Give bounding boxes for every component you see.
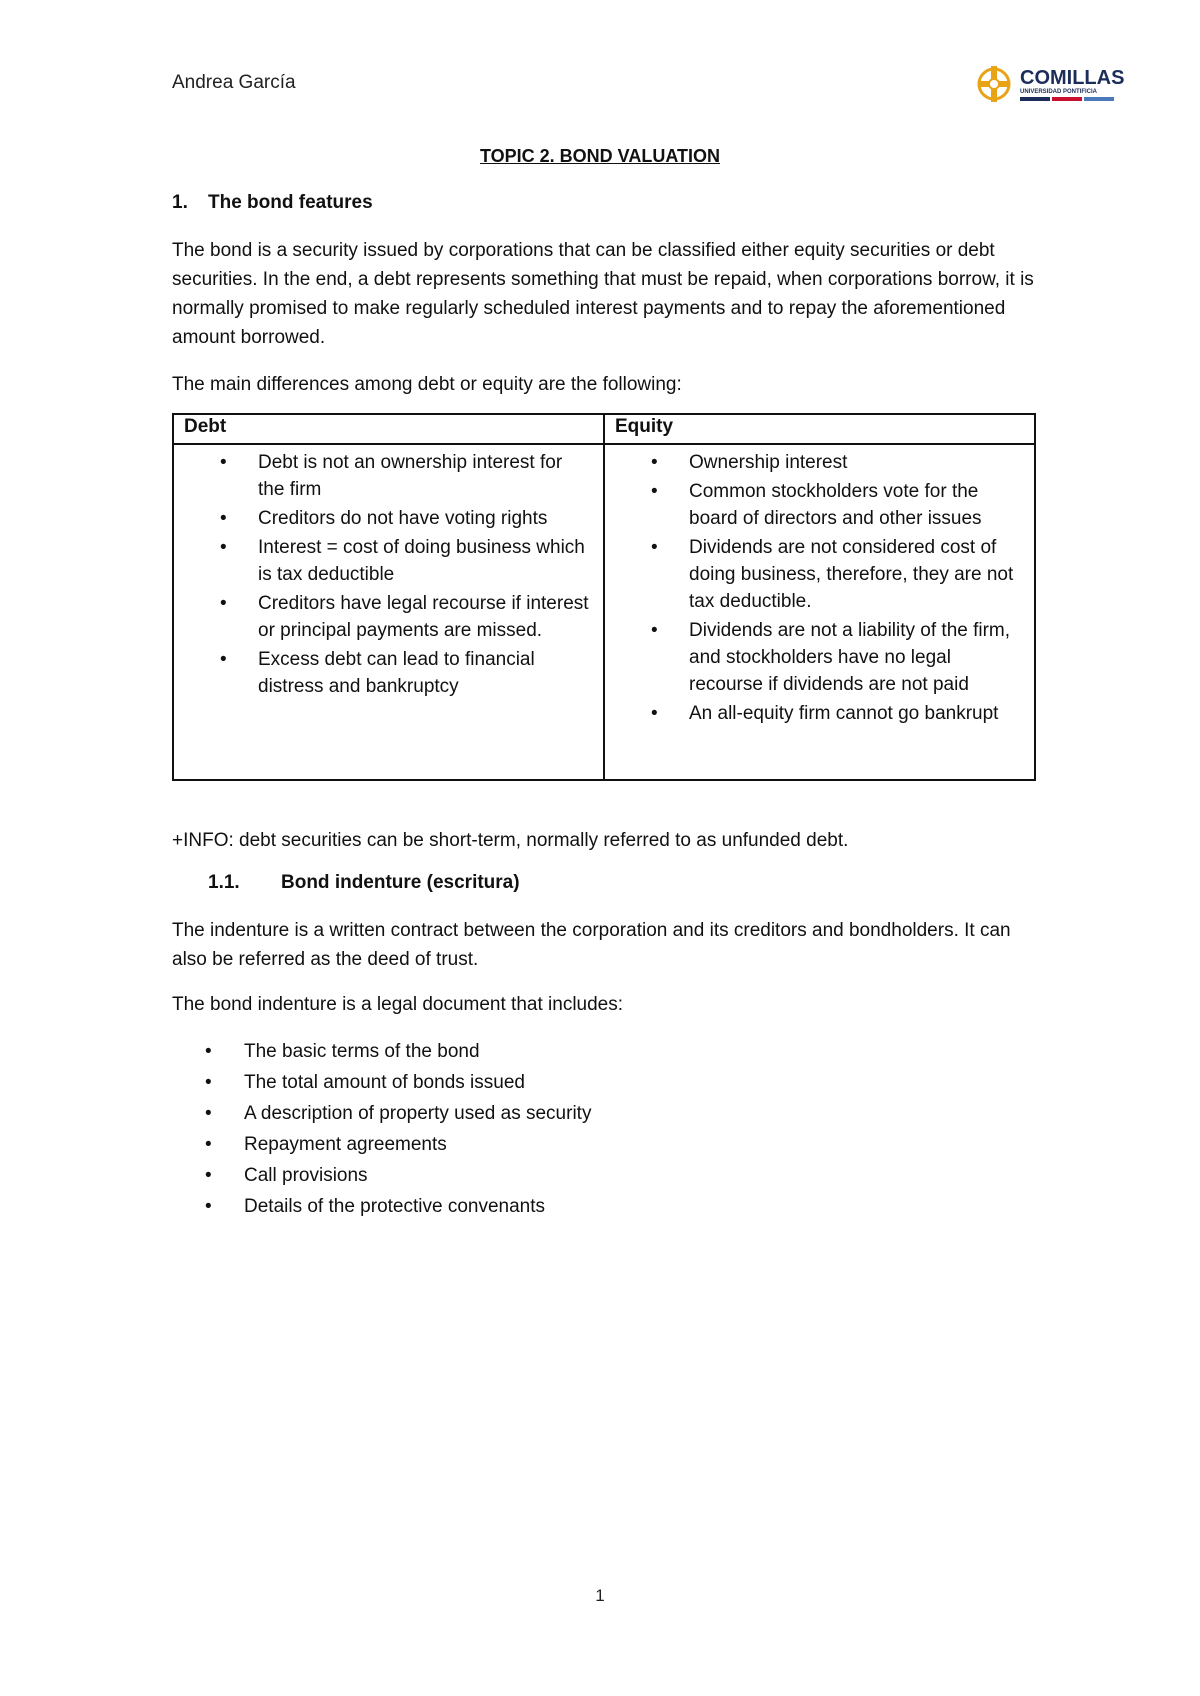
debt-item: • Interest = cost of doing business which is tax deductible	[174, 534, 593, 588]
debt-item: • Creditors have legal recourse if interest or principal payments are missed.	[174, 590, 593, 644]
list-item: • Repayment agreements	[172, 1129, 591, 1160]
equity-item: • Common stockholders vote for the board of directors and other issues	[605, 478, 1024, 532]
section-heading: The bond features	[208, 192, 373, 213]
paragraph-table-intro: The main differences among debt or equity are the following:	[172, 374, 682, 395]
subsection-heading: Bond indenture (escritura)	[281, 872, 520, 893]
list-item: • Call provisions	[172, 1160, 591, 1191]
list-item: • The total amount of bonds issued	[172, 1067, 591, 1098]
logo-stripe	[1052, 97, 1082, 101]
section-number: 1.	[172, 192, 188, 213]
equity-item: • Dividends are not a liability of the firm, and stockholders have no legal recourse if dividends are not paid	[605, 617, 1024, 698]
university-logo	[972, 62, 1132, 108]
debt-column	[173, 444, 604, 780]
table-header-debt: Debt	[173, 414, 604, 444]
debt-item: • Creditors do not have voting rights	[174, 505, 593, 532]
logo-stripe	[1084, 97, 1114, 101]
debt-item: • Excess debt can lead to financial distress and bankruptcy	[174, 646, 593, 700]
list-item: • Details of the protective convenants	[172, 1191, 591, 1222]
paragraph-indenture-intro: The bond indenture is a legal document that includes:	[172, 994, 624, 1015]
list-item: • A description of property used as security	[172, 1098, 591, 1129]
page-title: TOPIC 2. BOND VALUATION	[479, 146, 720, 166]
indenture-contents-list	[172, 1036, 591, 1222]
logo-name: COMILLAS	[1020, 67, 1125, 89]
info-note: +INFO: debt securities can be short-term, normally referred to as unfunded debt.	[172, 830, 849, 851]
equity-item: • Ownership interest	[605, 449, 1024, 476]
debt-equity-table	[172, 413, 1036, 781]
author-name: Andrea García	[172, 72, 296, 93]
equity-column	[604, 444, 1035, 780]
crest-icon	[978, 66, 1010, 102]
logo-stripe	[1020, 97, 1050, 101]
logo-subtitle: UNIVERSIDAD PONTIFICIA	[1020, 89, 1098, 95]
list-item: • The basic terms of the bond	[172, 1036, 591, 1067]
paragraph-bond-definition: The bond is a security issued by corporations that can be classified either equity securities or debt securities. In the end, a debt represents something that must be repaid, when corporations borrow, it is normally promised to make regularly scheduled interest payments and to repay the aforementioned amount borrowed.	[172, 240, 1034, 348]
table-header-equity: Equity	[604, 414, 1035, 444]
debt-item: • Debt is not an ownership interest for the firm	[174, 449, 593, 503]
page-number: 1	[595, 1586, 605, 1605]
equity-item: • Dividends are not considered cost of doing business, therefore, they are not tax deductible.	[605, 534, 1024, 615]
equity-item: • An all-equity firm cannot go bankrupt	[605, 700, 1024, 727]
paragraph-indenture-definition: The indenture is a written contract between the corporation and its creditors and bondholders. It can also be referred as the deed of trust.	[172, 920, 1011, 970]
subsection-number: 1.1.	[208, 872, 240, 893]
